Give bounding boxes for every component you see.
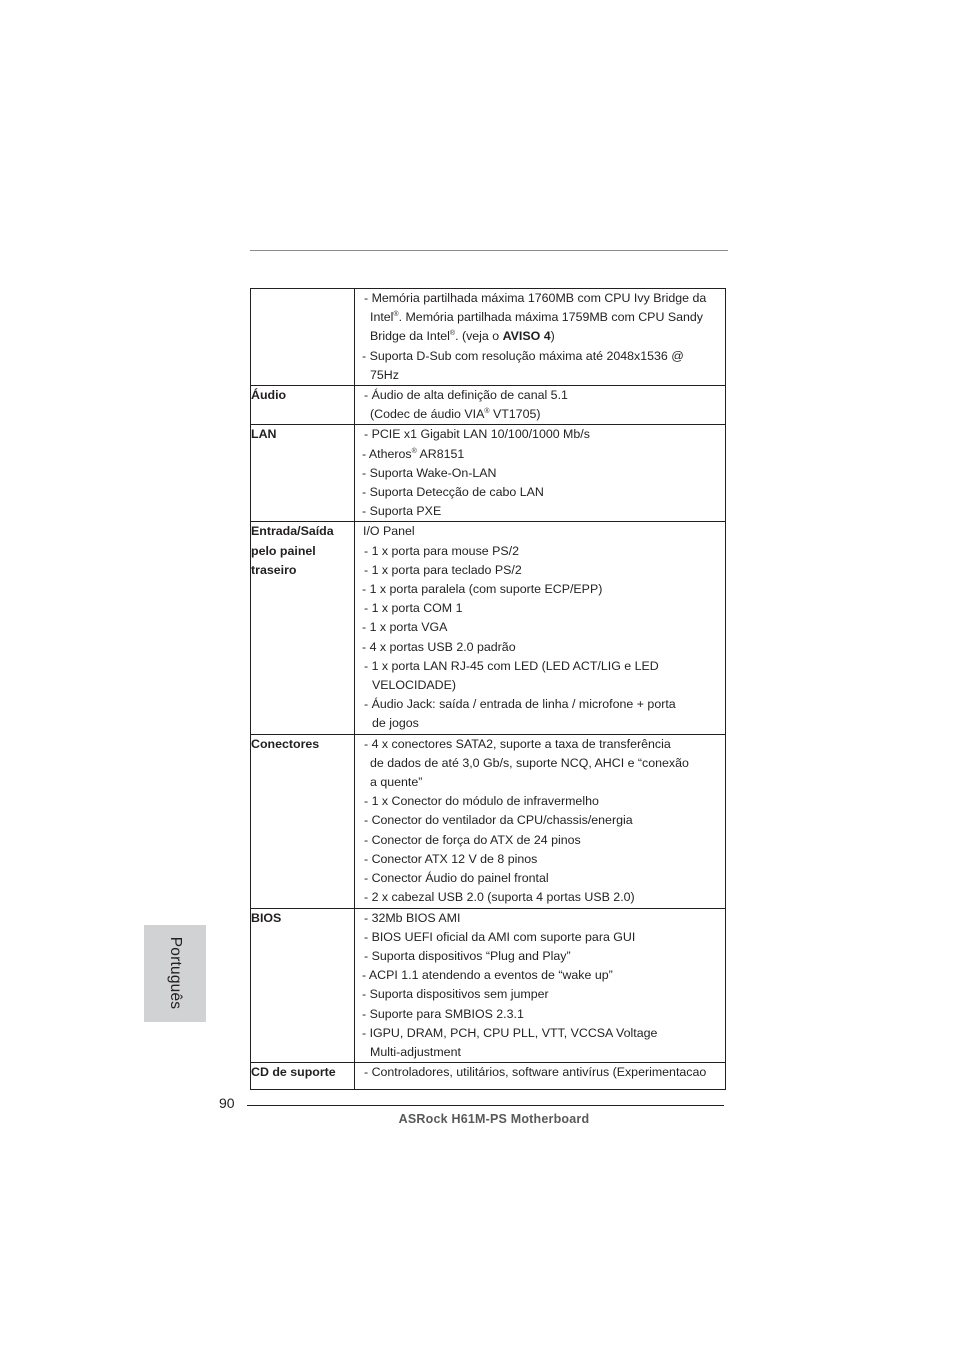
top-rule [250,250,728,251]
value-line: - Conector de força do ATX de 24 pinos [364,832,581,847]
value-line: Multi-adjustment [370,1044,461,1059]
bottom-rule [247,1105,724,1106]
value-line: - Controladores, utilitários, software antivírus (Experimentacao [364,1065,707,1080]
value-line: - Áudio Jack: saída / entrada de linha / microfone + porta [364,697,676,712]
row-value [355,386,726,425]
value-line: Bridge da Intel®. (veja o AVISO 4) [370,329,555,344]
row-value [355,522,726,734]
table-row [251,386,726,425]
value-line: - Conector do ventilador da CPU/chassis/energia [364,813,633,828]
value-line: - 1 x porta LAN RJ-45 com LED (LED ACT/LIG e LED [364,658,659,673]
value-line: 75Hz [370,367,399,382]
table-row [251,522,726,734]
value-line: - Memória partilhada máxima 1760MB com CPU Ivy Bridge da [364,291,707,305]
value-line: - 1 x porta para mouse PS/2 [364,543,519,558]
value-line: - 2 x cabezal USB 2.0 (suporta 4 portas USB 2.0) [364,890,635,905]
row-value [355,908,726,1063]
footer-title: ASRock H61M-PS Motherboard [398,1112,590,1126]
table-row [251,908,726,1063]
value-line: - Conector ATX 12 V de 8 pinos [364,851,538,866]
value-line: VELOCIDADE) [372,678,456,693]
value-line: - 4 x conectores SATA2, suporte a taxa de transferência [364,736,671,751]
value-line: - 1 x porta para teclado PS/2 [364,562,522,577]
value-line: - Suporta Wake-On-LAN [362,465,497,480]
table-row [251,1063,726,1090]
value-line: - 1 x Conector do módulo de infravermelho [364,794,599,809]
language-tab [144,925,206,1022]
row-label: Áudio [251,386,355,425]
row-value [355,425,726,522]
row-label: CD de suporte [251,1063,355,1090]
row-value [355,1063,726,1090]
value-line: - IGPU, DRAM, PCH, CPU PLL, VTT, VCCSA Voltage [362,1025,658,1040]
value-line: - ACPI 1.1 atendendo a eventos de “wake up” [362,968,613,983]
value-line: - Suporta Detecção de cabo LAN [362,485,544,500]
row-label [251,289,355,386]
value-line: - Conector Áudio do painel frontal [364,871,549,886]
page-number: 90 [219,1095,235,1111]
value-line: I/O Panel [363,524,415,539]
row-value [355,289,726,386]
table-row [251,425,726,522]
value-line: - PCIE x1 Gigabit LAN 10/100/1000 Mb/s [364,427,590,442]
row-value [355,734,726,908]
row-label: Entrada/Saída pelo painel traseiro [251,522,355,734]
value-line: - 1 x porta VGA [362,620,448,635]
value-line: - Suporta PXE [362,504,442,519]
value-line: a quente” [370,775,423,790]
value-line: - 1 x porta paralela (com suporte ECP/EPP) [362,582,603,597]
value-line: - Áudio de alta definição de canal 5.1 [364,388,568,403]
row-label: LAN [251,425,355,522]
row-label: Conectores [251,734,355,908]
value-line: de jogos [372,716,419,731]
language-tab-label: Português [167,936,184,1010]
value-line: - Suporte para SMBIOS 2.3.1 [362,1006,524,1021]
table-row [251,734,726,908]
value-line: - Suporta dispositivos “Plug and Play” [364,948,571,963]
value-line: Intel®. Memória partilhada máxima 1759MB com CPU Sandy [370,310,703,325]
value-line: - 32Mb BIOS AMI [364,910,461,925]
value-line: - 1 x porta COM 1 [364,601,463,616]
table-row [251,289,726,386]
notice-reference: AVISO 4 [502,329,551,344]
row-label: BIOS [251,908,355,1063]
value-line: - Suporta D-Sub com resolução máxima até 2048x1536 @ [362,348,684,363]
value-line: - Suporta dispositivos sem jumper [362,987,549,1002]
spec-table [250,288,726,1090]
value-line: - BIOS UEFI oficial da AMI com suporte para GUI [364,929,636,944]
value-line: - 4 x portas USB 2.0 padrão [362,639,516,654]
value-line: - Atheros® AR8151 [362,446,465,461]
value-line: (Codec de áudio VIA® VT1705) [370,407,541,422]
value-line: de dados de até 3,0 Gb/s, suporte NCQ, AHCI e “conexão [370,755,689,770]
